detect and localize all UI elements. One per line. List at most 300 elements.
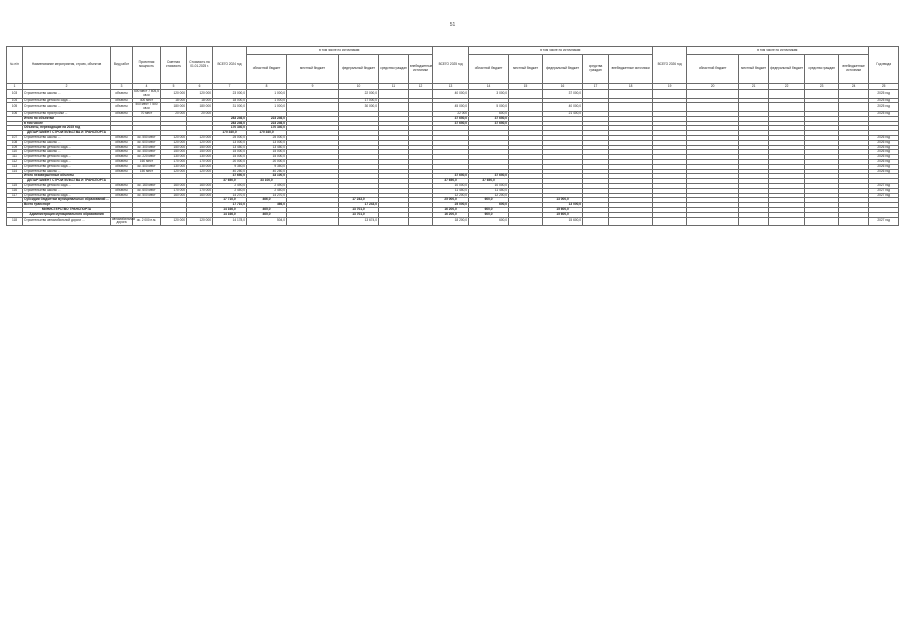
table-cell: 15 600,0 (543, 217, 583, 226)
table-cell: объекты (111, 193, 133, 198)
table-cell (509, 217, 543, 226)
table-cell: 13 000,0 (543, 203, 583, 208)
table-cell (609, 217, 653, 226)
column-number: 16 (543, 84, 583, 90)
subheader-2026-citizens: средства граждан (805, 55, 839, 84)
table-cell: 2026 год (869, 145, 899, 150)
column-number: 22 (769, 84, 805, 90)
subheader-2024-regional: областной бюджет (247, 55, 287, 84)
row-name: Объекты, переходящие на 2025 год (23, 126, 111, 131)
row-name: Строительство детского сада ... (23, 183, 111, 188)
table-cell: 600,0 (469, 212, 509, 217)
row-name: Итого по объектам (23, 116, 111, 121)
table-cell: 466,0 (247, 203, 287, 208)
row-name: Строительство школы ... (23, 140, 111, 145)
row-name: Строительство детского сада ... (23, 193, 111, 198)
table-cell: 106 (7, 111, 23, 116)
table-cell: 130 000 (187, 155, 213, 160)
table-cell: 111 (7, 155, 23, 160)
table-cell: объекты (111, 155, 133, 160)
header-type: Вид работ (111, 47, 133, 84)
row-name: Строительство пристройки ... (23, 111, 111, 116)
subheader-2026-offbudget: внебюджетные источники (839, 55, 869, 84)
table-cell: 115 (7, 183, 23, 188)
table-cell: 400 мест (133, 98, 161, 103)
table-cell: 2027 год (869, 188, 899, 193)
table-cell: 160 000 (161, 183, 187, 188)
table-cell: ок. 400 мест (133, 164, 161, 169)
table-cell: 2027 год (869, 183, 899, 188)
table-cell: 40 250,0 (247, 169, 287, 174)
column-number: 12 (409, 84, 433, 90)
table-cell: 110 (7, 150, 23, 155)
row-name: МИНИСТЕРСТВО ТРАНСПОРТА (23, 207, 111, 212)
table-cell (805, 217, 839, 226)
table-cell (687, 217, 739, 226)
subheader-2024-citizens: средства граждан (379, 55, 409, 84)
table-cell: 11 450,0 (433, 188, 469, 193)
table-cell (287, 90, 339, 99)
table-cell: 25 000,0 (213, 135, 247, 140)
column-number: 24 (839, 84, 869, 90)
table-cell (653, 217, 687, 226)
table-cell: 3 000,0 (469, 90, 509, 99)
table-cell: 15 000,0 (247, 155, 287, 160)
table-cell (409, 90, 433, 99)
row-name: Строительство школы ... (23, 103, 111, 112)
table-cell: 13 674,0 (339, 217, 379, 226)
table-cell: 18 200,0 (433, 217, 469, 226)
column-number: 18 (609, 84, 653, 90)
table-cell: 120 000 (161, 135, 187, 140)
table-cell: автомобильная дорога (112, 216, 135, 225)
table-cell: 30 000,0 (339, 103, 379, 112)
row-name: в том числе (23, 121, 111, 126)
table-cell: 120 000 (161, 217, 187, 226)
table-cell: 9 350,0 (213, 164, 247, 169)
table-cell: объекты (111, 150, 133, 155)
table-cell: 2 450,0 (247, 188, 287, 193)
table-cell: 31 000,0 (213, 103, 247, 112)
subheader-2026-federal: федеральный бюджет (769, 55, 805, 84)
table-body (7, 84, 899, 226)
table-cell: 117 (7, 193, 23, 198)
table-cell: 22 000,0 (339, 90, 379, 99)
table-cell: объекты (111, 183, 133, 188)
header-remaining: Стоимость на 01.01.2025 г. (187, 47, 213, 84)
table-cell: 23 000,0 (213, 90, 247, 99)
table-cell (379, 90, 409, 99)
table-cell (609, 103, 653, 112)
table-cell: 21 400,0 (543, 111, 583, 116)
table-cell: 33 100,0 (247, 179, 287, 184)
row-name: Строительство детского сада ... (23, 159, 111, 164)
table-cell: 118 (7, 217, 23, 226)
table-cell: 170 340,0 (247, 126, 287, 131)
table-cell: 20 000,0 (213, 159, 247, 164)
header-power: Проектная мощность (133, 47, 161, 84)
table-cell (839, 90, 869, 99)
table-cell: 120 000 (161, 169, 187, 174)
table-cell: 37 650,0 (469, 179, 509, 184)
table-cell: 37 650,0 (433, 174, 469, 179)
row-name: Строительство автомобильной дороги ... (23, 217, 111, 226)
row-name: Итого незавершённые объекты (23, 174, 111, 179)
subheader-2025-citizens: средства граждан (583, 55, 609, 84)
column-number: 3 (111, 84, 133, 90)
table-cell: 107 (7, 135, 23, 140)
table-cell: 40 250,0 (213, 169, 247, 174)
table-cell (769, 90, 805, 99)
table-cell: 16 200,0 (433, 212, 469, 217)
table-cell: 120 000 (187, 135, 213, 140)
table-cell: 18 000 (187, 98, 213, 103)
table-cell: 104 (7, 98, 23, 103)
table-cell: 112 (7, 159, 23, 164)
table-cell: 465,0 (247, 207, 287, 212)
row-name: Строительство детского сада ... (23, 155, 111, 160)
header-name: Наименование мероприятия, строек, объектов (23, 47, 111, 84)
column-number: 23 (805, 84, 839, 90)
table-cell: 130 000 (161, 164, 187, 169)
table-cell: 160 000 (161, 193, 187, 198)
header-group-2024: в том числе по источникам: (247, 47, 433, 55)
table-cell: 15 000,0 (213, 150, 247, 155)
table-cell (509, 90, 543, 99)
table-cell: 17 243,0 (339, 203, 379, 208)
header-group-2026: в том числе по источникам: (687, 47, 869, 55)
table-cell: 18 000,0 (213, 98, 247, 103)
table-cell: 180 000 (187, 103, 213, 112)
table-cell: 130 000 (187, 164, 213, 169)
table-cell: 2026 год (869, 164, 899, 169)
page-number: 51 (449, 22, 456, 28)
table-cell: 25 000,0 (433, 198, 469, 203)
table-cell: 17 710,0 (213, 203, 247, 208)
table-cell: 180 000 (161, 103, 187, 112)
subheader-2025-federal: федеральный бюджет (543, 55, 583, 84)
table-cell (509, 103, 543, 112)
table-cell: 14 270,0 (247, 193, 287, 198)
table-cell: 20 000 (161, 111, 187, 116)
table-cell: 12 200,0 (469, 193, 509, 198)
table-cell: 25 000,0 (247, 135, 287, 140)
table-cell: 500 мест 7 500 кв.м (133, 103, 161, 112)
table-cell: 103 (7, 90, 23, 99)
column-number: 10 (339, 84, 379, 90)
table-cell (609, 90, 653, 99)
table-cell: 15 600,0 (543, 207, 583, 212)
subheader-2024-local: местный бюджет (287, 55, 339, 84)
table-cell: 25 000,0 (433, 203, 469, 208)
table-cell (805, 90, 839, 99)
table-cell: 105 (7, 103, 23, 112)
table-cell: 283 246,0 (213, 116, 247, 121)
table-cell: объекты (111, 145, 133, 150)
table-cell (805, 103, 839, 112)
budget-table (6, 46, 899, 226)
table-cell: 2026 год (869, 140, 899, 145)
row-name: ДЕПАРТАМЕНТ СТРОИТЕЛЬСТВА И ТРАНСПОРТА (23, 131, 111, 136)
table-cell (769, 217, 805, 226)
table-cell: 160 000 (187, 183, 213, 188)
table-cell: 14 166,0 (213, 212, 247, 217)
table-cell: 170 000 (187, 159, 213, 164)
table-cell: 150 000 (187, 150, 213, 155)
table-cell (409, 103, 433, 112)
table-cell: 37 650,0 (469, 116, 509, 121)
table-cell: 37 650,0 (469, 174, 509, 179)
table-cell: 37 650,0 (469, 121, 509, 126)
subheader-2025-offbudget: внебюджетные источники (609, 55, 653, 84)
table-cell: 120 000 (187, 169, 213, 174)
table-cell: объекты (111, 169, 133, 174)
row-name: Администрация муниципального образования (23, 212, 111, 217)
table-cell: 45 000,0 (433, 103, 469, 112)
table-cell: 170 000 (161, 159, 187, 164)
table-cell: 2027 год (869, 217, 899, 226)
table-cell: 15 000,0 (247, 150, 287, 155)
table-cell: 12 200,0 (433, 193, 469, 198)
table-cell: 14 270,0 (213, 193, 247, 198)
header-total-2024: ВСЕГО 2024 год (213, 47, 247, 84)
table-cell: 13 450,0 (213, 145, 247, 150)
table-cell: 600,0 (469, 111, 509, 116)
table-cell (409, 217, 433, 226)
table-cell: 120 000 (187, 217, 213, 226)
table-cell: 109 (7, 145, 23, 150)
table-cell: 2025 год (869, 90, 899, 99)
subheader-2024-federal: федеральный бюджет (339, 55, 379, 84)
table-cell: 108 (7, 140, 23, 145)
row-name: Строительство детского сада ... (23, 98, 111, 103)
table-cell: объекты (111, 111, 133, 116)
row-name: Строительство детского сада ... (23, 145, 111, 150)
table-cell: объекты (111, 135, 133, 140)
column-number: 6 (187, 84, 213, 90)
table-cell: 13 000,0 (213, 140, 247, 145)
table-cell: 14 166,0 (213, 207, 247, 212)
table-cell: 20 000,0 (247, 159, 287, 164)
table-cell: объекты (111, 98, 133, 103)
table-cell: 2 490,0 (213, 183, 247, 188)
table-cell (653, 90, 687, 99)
table-cell: 1 000,0 (247, 98, 287, 103)
table-cell: объекты (111, 103, 133, 112)
table-cell: объекты (111, 90, 133, 99)
table-cell: 37 650,0 (433, 116, 469, 121)
table-cell: 120 000 (161, 140, 187, 145)
table-cell: 2025 год (869, 103, 899, 112)
table-cell: ок. 220 мест (133, 155, 161, 160)
table-cell (769, 103, 805, 112)
table-cell: 40 000,0 (543, 103, 583, 112)
table-cell (839, 103, 869, 112)
table-cell: 600 мест 7 605,5 кв.м (134, 89, 159, 97)
table-cell: 150 000 (187, 145, 213, 150)
table-cell: объекты (111, 140, 133, 145)
table-cell: 37 650,0 (213, 179, 247, 184)
table-cell: 15 600,0 (543, 212, 583, 217)
table-cell (287, 103, 339, 112)
table-cell: 160 000 (187, 193, 213, 198)
table-cell (739, 90, 769, 99)
table-cell: 70 мест (133, 111, 161, 116)
table-cell: 2026 год (869, 155, 899, 160)
table-cell: 170 000 (161, 188, 187, 193)
table-cell: 14 178,0 (213, 217, 247, 226)
table-cell: 16 200,0 (433, 207, 469, 212)
table-cell: 5 000,0 (469, 103, 509, 112)
header-estimate: Сметная стоимость (161, 47, 187, 84)
column-number: 5 (161, 84, 187, 90)
table-cell: 37 000,0 (543, 90, 583, 99)
subheader-2025-regional: областной бюджет (469, 55, 509, 84)
table-cell: 10 000,0 (433, 183, 469, 188)
table-cell: 37 650,0 (433, 179, 469, 184)
table-cell: 13 701,0 (339, 212, 379, 217)
table-cell: ок. 600 мест (133, 140, 161, 145)
header-group-2025: в том числе по источникам: (469, 47, 653, 55)
table-cell (287, 217, 339, 226)
table-cell (583, 103, 609, 112)
table-cell: 150 мест (133, 169, 161, 174)
table-cell: 170 340,0 (213, 126, 247, 131)
row-name: Строительство школы ... (23, 135, 111, 140)
table-cell: 465,0 (247, 212, 287, 217)
table-cell: 40 000,0 (433, 90, 469, 99)
row-name: Строительство школы ... (23, 90, 111, 99)
table-cell: 283 246,0 (213, 121, 247, 126)
row-name: Строительство школы ... (23, 169, 111, 174)
table-cell: ок. 500 мест (133, 193, 161, 198)
table-cell: 2026 год (869, 135, 899, 140)
table-cell: ок. 550 мест (133, 135, 161, 140)
table-cell: 33 100,0 (247, 174, 287, 179)
table-cell: 170 000 (187, 188, 213, 193)
table-cell (583, 217, 609, 226)
table-cell: 600,0 (469, 207, 509, 212)
column-number: 19 (653, 84, 687, 90)
column-number: 20 (687, 84, 739, 90)
row-name: Всего транспорт (23, 203, 111, 208)
table-cell: 13 701,0 (339, 207, 379, 212)
column-number: 17 (583, 84, 609, 90)
column-number: 1 (7, 84, 23, 90)
table-cell: 22 000 (433, 111, 469, 116)
table-cell: 120 000 (161, 90, 187, 99)
table-cell: объекты (111, 164, 133, 169)
row-name: Строительство школы ... (23, 150, 111, 155)
table-cell: 17 243,0 (339, 198, 379, 203)
table-cell: 160 мест (133, 159, 161, 164)
table-cell: 600,0 (469, 203, 509, 208)
column-number: 11 (379, 84, 409, 90)
table-cell: 1 000,0 (247, 90, 287, 99)
table-cell: 17 710,0 (213, 198, 247, 203)
column-number: 9 (287, 84, 339, 90)
subheader-2026-regional: областной бюджет (687, 55, 739, 84)
table-cell (687, 90, 739, 99)
table-cell: 10 000,0 (469, 183, 509, 188)
table-cell: 13 450,0 (247, 145, 287, 150)
table-cell: ок. 300 мест (133, 145, 161, 150)
column-number: 13 (433, 84, 469, 90)
subheader-2025-local: местный бюджет (509, 55, 543, 84)
table-cell: 600,0 (469, 198, 509, 203)
table-cell (583, 90, 609, 99)
column-number: 2 (23, 84, 111, 90)
table-cell: 11 450,0 (469, 188, 509, 193)
table-cell: 2026 год (869, 150, 899, 155)
table-cell: 2027 год (869, 193, 899, 198)
table-cell: 120 000 (187, 90, 213, 99)
column-number: 4 (133, 84, 161, 90)
table-cell: ок. 160 мест (133, 183, 161, 188)
table-cell: 37 650,0 (213, 174, 247, 179)
subheader-2024-offbudget: внебюджетные источники (409, 55, 433, 84)
table-cell: 150 000 (161, 150, 187, 155)
table-cell (687, 103, 739, 112)
table-cell: 504,0 (247, 217, 287, 226)
header-num: № п/п (7, 47, 23, 84)
row-name: Строительство школы ... (23, 188, 111, 193)
table-cell: 13 000,0 (247, 140, 287, 145)
table-cell: 2025 год (869, 98, 899, 103)
row-name: Строительство детского сада ... (23, 164, 111, 169)
table-cell (739, 217, 769, 226)
header-year-input: Год ввода (869, 47, 899, 84)
subheader-2026-local: местный бюджет (739, 55, 769, 84)
table-cell: 37 650,0 (433, 121, 469, 126)
table-cell (739, 103, 769, 112)
table-row (7, 217, 899, 226)
table-cell: 170 340,0 (213, 131, 247, 136)
column-number: 14 (469, 84, 509, 90)
table-cell: объекты (111, 188, 133, 193)
column-number: 8 (247, 84, 287, 90)
table-cell: 170 340,0 (247, 131, 287, 136)
table-cell: 17 000,0 (339, 98, 379, 103)
table-cell: ок. 450 мест (133, 150, 161, 155)
table-cell: 15 000,0 (213, 155, 247, 160)
table-cell: ок. 600 мест (133, 188, 161, 193)
table-cell: 2 490,0 (247, 183, 287, 188)
table-cell (379, 103, 409, 112)
table-cell: 1 000,0 (247, 103, 287, 112)
table-cell: 2026 год (869, 169, 899, 174)
table-cell: 130 000 (161, 155, 187, 160)
table-cell: 120 000 (187, 140, 213, 145)
table-cell: 18 000 (161, 98, 187, 103)
column-number: 7 (213, 84, 247, 90)
table-cell: 9 350,0 (247, 164, 287, 169)
row-name: ДЕПАРТАМЕНТ СТРОИТЕЛЬСТВА И ТРАНСПОРТА (23, 179, 111, 184)
table-cell: 116 (7, 188, 23, 193)
table-cell (839, 217, 869, 226)
table-cell: 600,0 (469, 217, 509, 226)
header-total-2026: ВСЕГО 2026 год (653, 47, 687, 84)
table-cell (653, 103, 687, 112)
table-cell: 20 000 (187, 111, 213, 116)
table-cell: 13 000,0 (543, 198, 583, 203)
column-number: 25 (869, 84, 899, 90)
table-cell: 2025 год (869, 111, 899, 116)
table-cell (379, 217, 409, 226)
table-cell: 113 (7, 164, 23, 169)
table-cell: 2026 год (869, 159, 899, 164)
table-cell: 223 246,0 (247, 116, 287, 121)
